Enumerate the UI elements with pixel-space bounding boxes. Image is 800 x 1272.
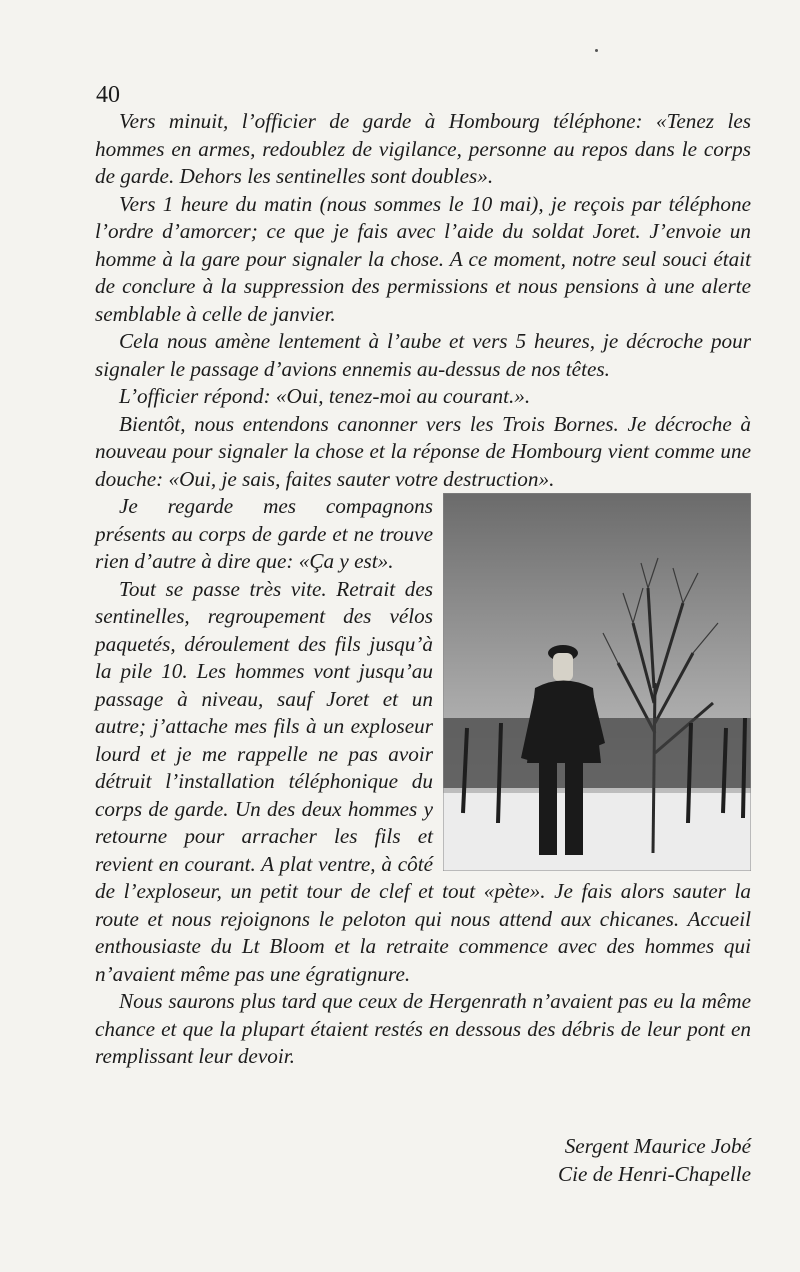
paragraph: L’officier répond: «Oui, tenez-moi au courant.».: [119, 384, 531, 408]
signature-unit: Cie de Henri-Chapelle: [558, 1161, 751, 1186]
paragraph-before-photo: Bientôt, nous entendons canonner vers les Trois Bornes. Je décroche à nouveau pour signaler la chose et la réponse de Hombourg vient comme une douche: «Oui, je sais, faites sauter votre destruction».: [95, 411, 751, 491]
page-number: 40: [96, 82, 120, 108]
paragraph: Tout se passe très vite. Retrait des sentinelles, regroupement des vélos paquetés, déroulement des fils jusqu’à la pile 10. Les hommes vont jusqu’au passage à niveau, sauf Joret et un autre; j’attache mes fils à un exploseur lourd et je me rappelle ne pas avoir détruit l’installation téléphonique du corps de garde. Un des deux hommes y retourne pour arracher les fils et revient en courant. A plat ventre, à côté de l’exploseur, un petit tour de clef et tout «pète». Je fais alors sauter la route et nous rejoignons le peloton qui nous attend aux chicanes. Accueil enthousiaste du Lt Bloom et la retraite commence avec des hommes qui n’avaient même pas une égratignure.: [95, 576, 751, 986]
paragraph: Cela nous amène lentement à l’aube et vers 5 heures, je décroche pour signaler le passage d’avions ennemis au-dessus de nos têtes.: [95, 329, 751, 381]
page-speck: [595, 49, 598, 52]
paragraph: [95, 411, 751, 494]
paragraph: Je regarde mes compagnons présents au corps de garde et ne trouve rien d’autre à dire que: «Ça y est».: [95, 494, 433, 573]
soldier-in-snow-photo: [443, 493, 751, 871]
signature-name: Sergent Maurice Jobé: [564, 1134, 751, 1158]
paragraph: Nous saurons plus tard que ceux de Hergenrath n’avaient pas eu la même chance et que la plupart étaient restés en dessous des débris de leur pont en remplissant leur devoir.: [95, 989, 751, 1068]
paragraph: Vers minuit, l’officier de garde à Hombourg téléphone: «Tenez les hommes en armes, redoublez de vigilance, personne au repos dans le corps de garde. Dehors les sentinelles sont doubles».: [95, 109, 751, 188]
paragraph: Vers 1 heure du matin (nous sommes le 10 mai), je reçois par téléphone l’ordre d’amorcer; ce que je fais avec l’aide du soldat Joret. J’envoie un homme à la gare pour signaler la chose. A ce moment, notre seul souci était de conclure à la suppression des permissions et nous pensions à une alerte semblable à celle de janvier.: [95, 191, 751, 326]
signature-block: [558, 1133, 751, 1188]
body-text: [95, 108, 751, 1071]
photo-frame: [443, 493, 751, 871]
